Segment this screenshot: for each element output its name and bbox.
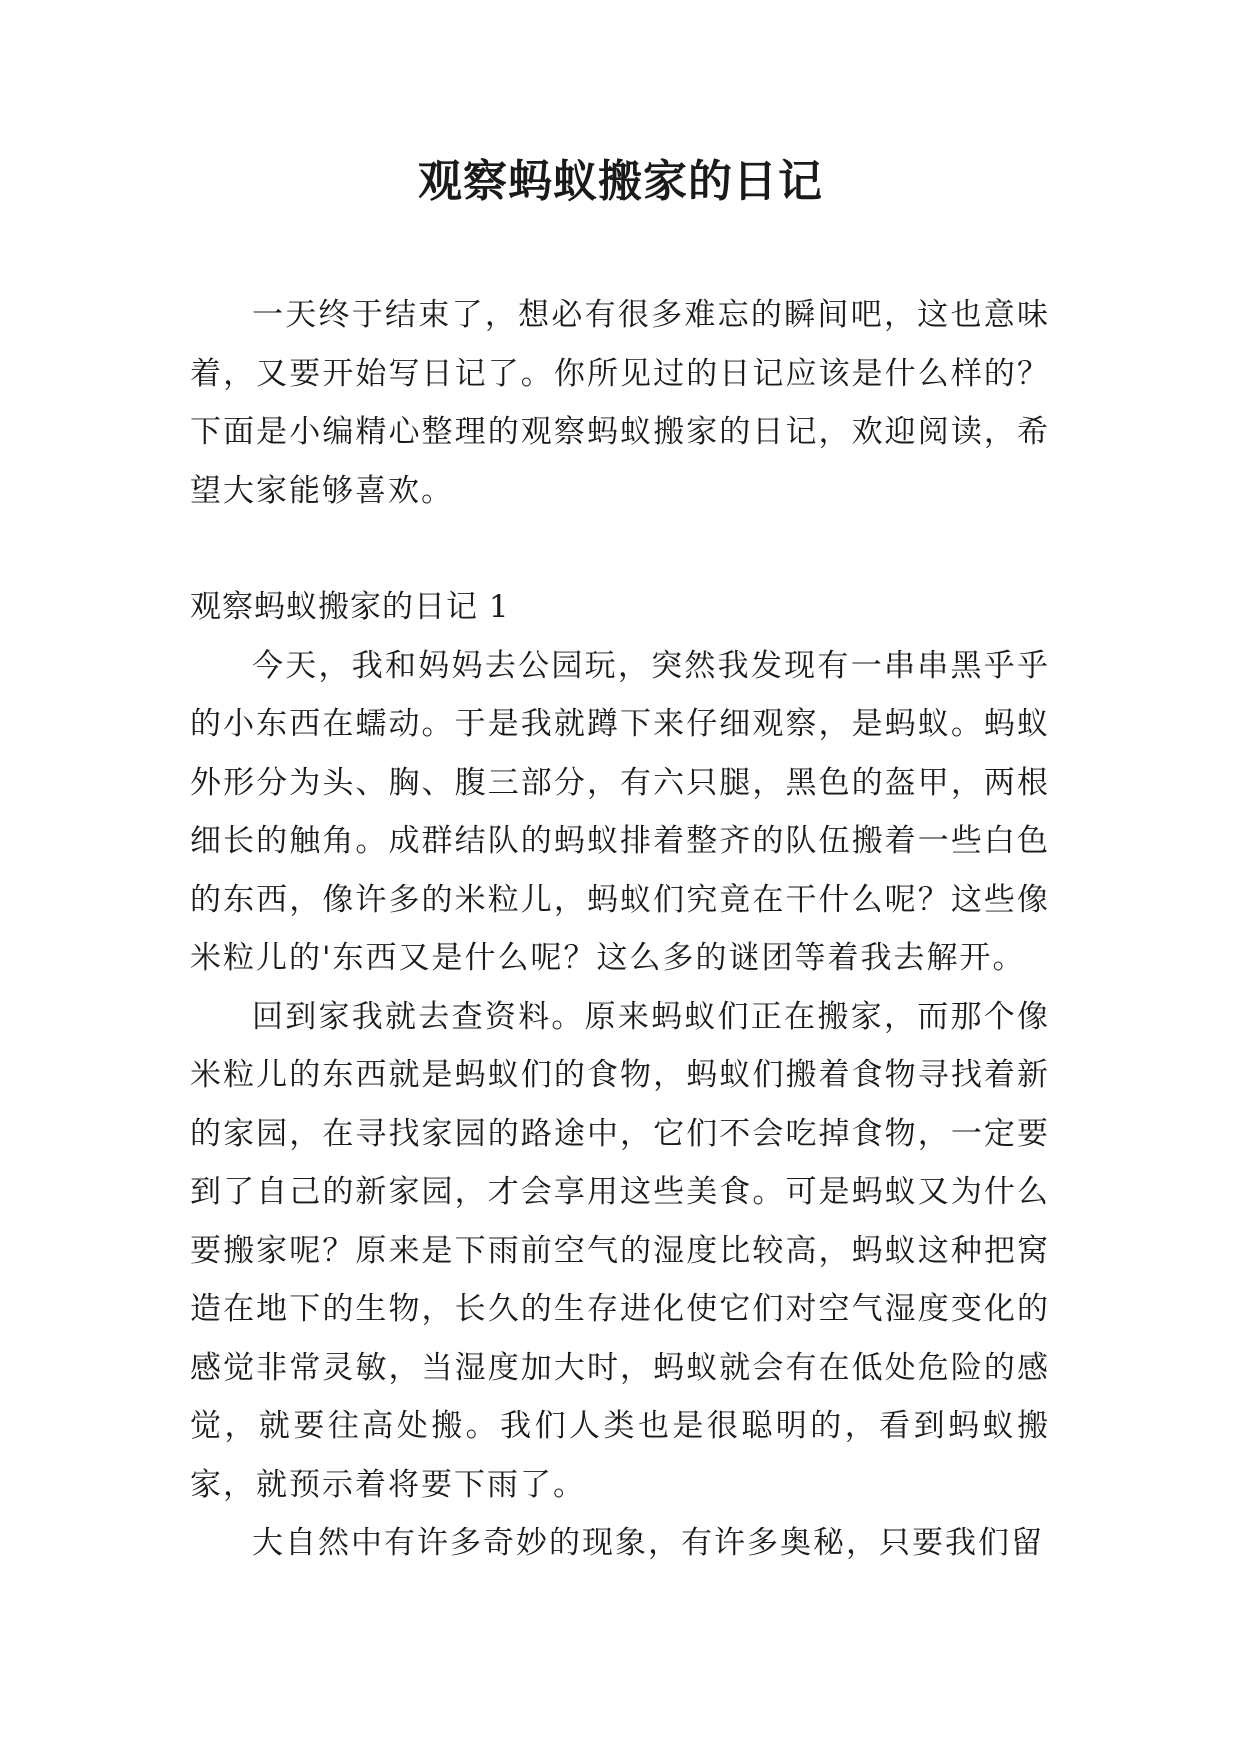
body-paragraph-3: 大自然中有许多奇妙的现象，有许多奥秘，只要我们留 <box>252 1525 1044 1561</box>
section-heading: 观察蚂蚁搬家的日记 1 <box>190 589 510 625</box>
paragraph-spacer <box>190 520 1050 578</box>
body-paragraph-1: 今天，我和妈妈去公园玩，突然我发现有一串串黑乎乎的小东西在蠕动。于是我就蹲下来仔细观察，是蚂蚁。蚂蚁外形分为头、胸、腹三部分，有六只腿，黑色的盔甲，两根细长的触角。成群结队的蚂蚁排着整齐的队伍搬着一些白色的东西，像许多的米粒儿，蚂蚁们究竟在干什么呢？这些像米粒儿的'东西又是什么呢？这么多的谜团等着我去解开。 <box>190 647 1050 976</box>
document-body <box>190 286 1050 1573</box>
page-title: 观察蚂蚁搬家的日记 <box>418 156 823 207</box>
intro-paragraph: 一天终于结束了，想必有很多难忘的瞬间吧，这也意味着，又要开始写日记了。你所见过的日记应该是什么样的？下面是小编精心整理的观察蚂蚁搬家的日记，欢迎阅读，希望大家能够喜欢。 <box>190 297 1050 509</box>
body-paragraph-2: 回到家我就去查资料。原来蚂蚁们正在搬家，而那个像米粒儿的东西就是蚂蚁们的食物，蚂蚁们搬着食物寻找着新的家园，在寻找家园的路途中，它们不会吃掉食物，一定要到了自己的新家园，才会享用这些美食。可是蚂蚁又为什么要搬家呢？原来是下雨前空气的湿度比较高，蚂蚁这种把窝造在地下的生物，长久的生存进化使它们对空气湿度变化的感觉非常灵敏，当湿度加大时，蚂蚁就会有在低处危险的感觉，就要往高处搬。我们人类也是很聪明的，看到蚂蚁搬家，就预示着将要下雨了。 <box>190 998 1050 1503</box>
